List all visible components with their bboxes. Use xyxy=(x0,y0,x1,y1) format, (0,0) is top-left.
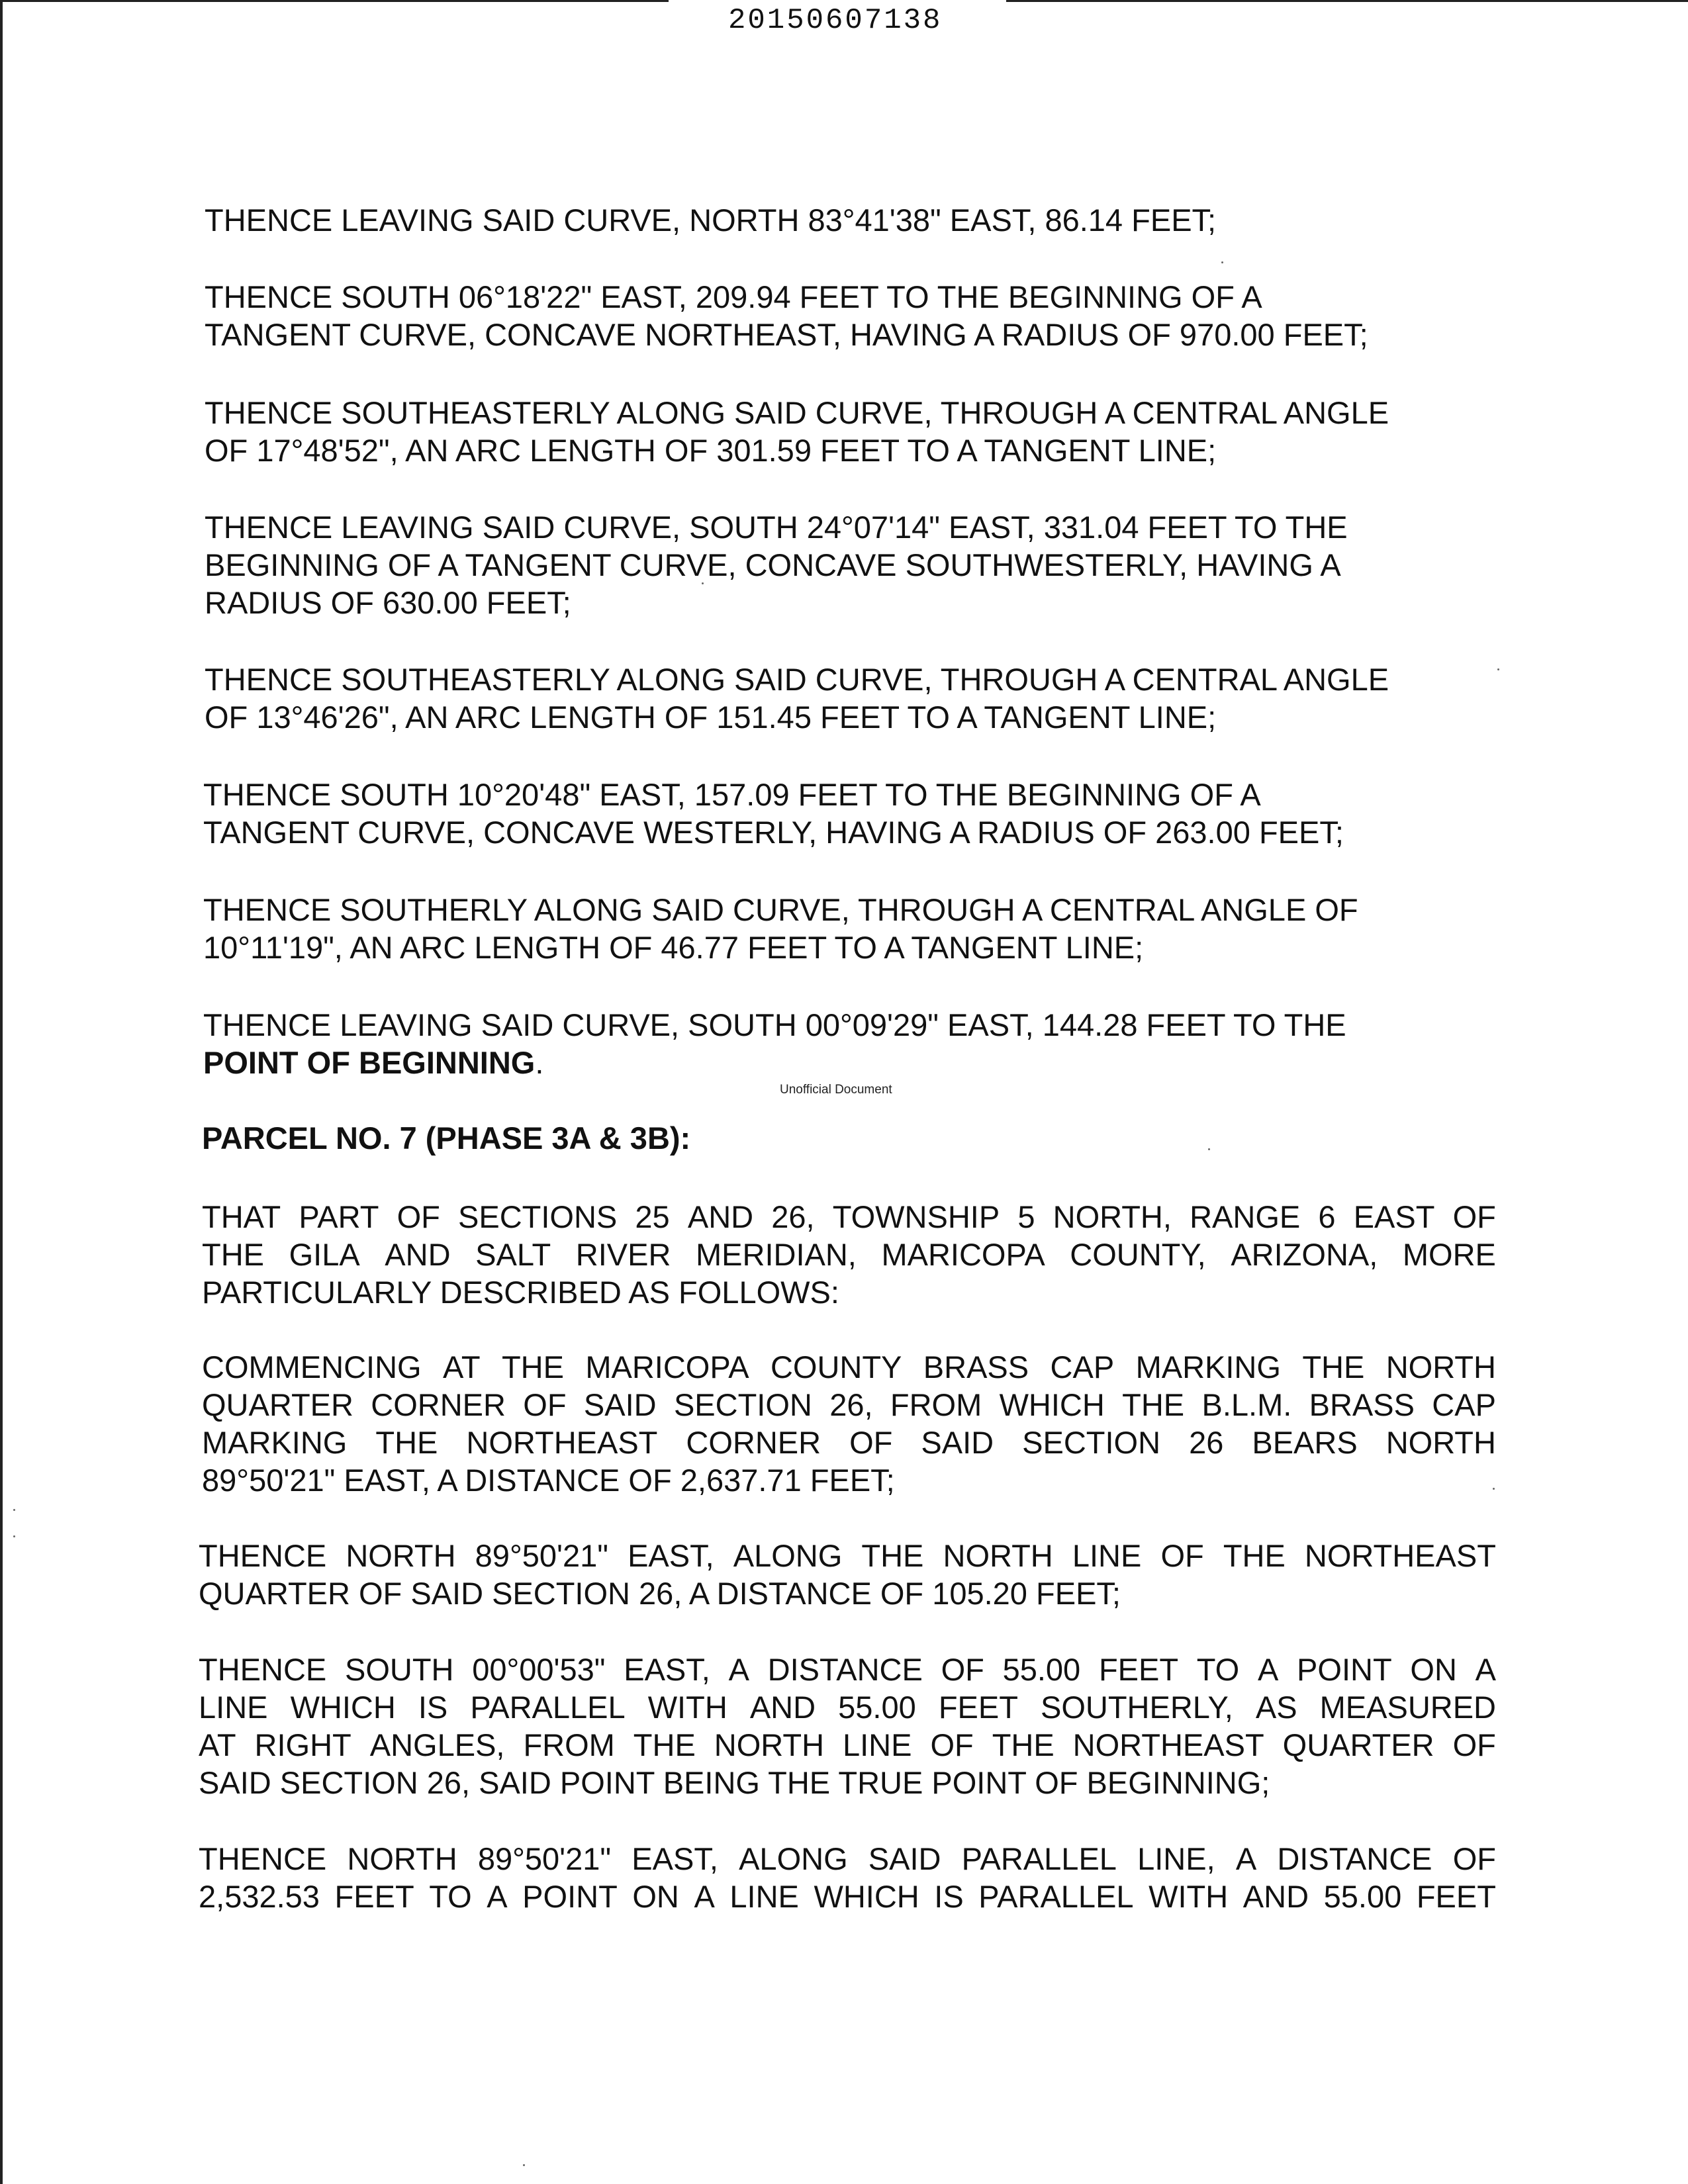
paragraph-line xyxy=(202,1236,1496,1273)
word: RANGE xyxy=(1190,1199,1301,1234)
word: WHICH xyxy=(999,1387,1105,1422)
word: 55.00 xyxy=(1323,1879,1402,1914)
word: EAST, xyxy=(632,1841,718,1876)
word: QUARTER xyxy=(1282,1727,1434,1762)
word: FEET xyxy=(938,1690,1018,1725)
word: THE xyxy=(375,1425,438,1460)
word: NORTH xyxy=(714,1727,825,1762)
word: NORTH, xyxy=(1053,1199,1172,1234)
word: 25 xyxy=(635,1199,670,1234)
paragraph-7 xyxy=(203,891,1358,966)
word: LINE, xyxy=(1137,1841,1215,1876)
word: LINE xyxy=(729,1879,799,1914)
word: AT xyxy=(442,1349,481,1385)
word: BRASS xyxy=(923,1349,1029,1385)
word: MARKING xyxy=(202,1425,348,1460)
word: 26, xyxy=(829,1387,873,1422)
scan-speck xyxy=(13,1509,15,1511)
paragraph-last-line: QUARTER OF SAID SECTION 26, A DISTANCE OF 105.20 FEET; xyxy=(199,1576,1121,1611)
point-of-beginning-bold: POINT OF BEGINNING xyxy=(203,1045,536,1080)
word: SAID xyxy=(583,1387,657,1422)
word: WHICH xyxy=(814,1879,919,1914)
paragraph-4 xyxy=(205,508,1348,621)
word: PARALLEL xyxy=(978,1879,1134,1914)
word: 26 xyxy=(1189,1425,1224,1460)
parcel-description-paragraph xyxy=(202,1198,1496,1311)
word: COUNTY, xyxy=(1070,1237,1206,1272)
word: AND xyxy=(687,1199,754,1234)
word: THE xyxy=(1122,1387,1185,1422)
paragraph-line xyxy=(199,1651,1496,1688)
word: THE xyxy=(861,1538,924,1573)
paragraph-1 xyxy=(205,201,1216,239)
paragraph-line: THENCE SOUTH 10°20'48" EAST, 157.09 FEET TO THE BEGINNING OF A xyxy=(203,777,1261,812)
paragraph-3 xyxy=(205,394,1389,469)
word: RIGHT xyxy=(254,1727,352,1762)
word: SALT xyxy=(475,1237,551,1272)
true-pob-paragraph xyxy=(199,1651,1496,1801)
paragraph-line xyxy=(202,1386,1496,1424)
word: 55.00 xyxy=(1002,1652,1081,1687)
paragraph-line xyxy=(202,1424,1496,1461)
word: THENCE xyxy=(199,1652,327,1687)
word: POINT xyxy=(522,1879,618,1914)
word: NORTHEAST xyxy=(466,1425,658,1460)
paragraph-line xyxy=(199,1688,1496,1726)
word: THAT xyxy=(202,1199,281,1234)
word: OF xyxy=(1160,1538,1204,1573)
word: 55.00 xyxy=(838,1690,916,1725)
commencing-paragraph xyxy=(202,1348,1496,1499)
word: COMMENCING xyxy=(202,1349,422,1385)
line-tail: . xyxy=(535,1045,544,1080)
word: OF xyxy=(1452,1841,1496,1876)
word: 6 xyxy=(1318,1199,1336,1234)
paragraph-6 xyxy=(203,776,1344,851)
word: AND xyxy=(1243,1879,1309,1914)
word: TOWNSHIP xyxy=(832,1199,1000,1234)
word: A xyxy=(487,1879,508,1914)
paragraph-line: THENCE LEAVING SAID CURVE, SOUTH 24°07'14" EAST, 331.04 FEET TO THE xyxy=(205,510,1348,545)
scan-speck xyxy=(1497,668,1499,670)
north-line-paragraph xyxy=(199,1537,1496,1612)
word: POINT xyxy=(1297,1652,1392,1687)
word: LINE xyxy=(1072,1538,1142,1573)
word: SECTIONS xyxy=(458,1199,618,1234)
word: OF xyxy=(397,1199,440,1234)
word: THE xyxy=(992,1727,1055,1762)
word: MEASURED xyxy=(1319,1690,1496,1725)
word: THE xyxy=(1223,1538,1286,1573)
word: PARALLEL xyxy=(961,1841,1117,1876)
word: WHICH xyxy=(290,1690,396,1725)
word: EAST, xyxy=(624,1652,710,1687)
word: THENCE xyxy=(199,1538,327,1573)
word: 89°50'21" xyxy=(477,1841,612,1876)
word: SECTION xyxy=(1022,1425,1161,1460)
word: EAST xyxy=(1353,1199,1435,1234)
word: NORTHEAST xyxy=(1304,1538,1496,1573)
word: RIVER xyxy=(575,1237,671,1272)
word: AS xyxy=(1255,1690,1297,1725)
paragraph-line: THENCE SOUTHERLY ALONG SAID CURVE, THROUGH A CENTRAL ANGLE OF xyxy=(203,892,1358,927)
word: DISTANCE xyxy=(1277,1841,1432,1876)
word: OF xyxy=(941,1652,984,1687)
word: THE xyxy=(633,1727,696,1762)
word: SOUTHERLY, xyxy=(1041,1690,1233,1725)
word: ALONG xyxy=(739,1841,848,1876)
word: BRASS xyxy=(1309,1387,1415,1422)
scan-speck xyxy=(13,1535,15,1537)
word: ON xyxy=(1410,1652,1457,1687)
word: LINE xyxy=(842,1727,912,1762)
word: A xyxy=(1235,1841,1257,1876)
word: SAID xyxy=(868,1841,941,1876)
word: MARKING xyxy=(1135,1349,1281,1385)
paragraph-line xyxy=(202,1348,1496,1386)
word: B.L.M. xyxy=(1201,1387,1292,1422)
scan-speck xyxy=(523,2164,525,2166)
word: NORTH xyxy=(347,1841,457,1876)
word: DISTANCE xyxy=(767,1652,923,1687)
word: CAP xyxy=(1432,1387,1496,1422)
word: FEET xyxy=(1416,1879,1496,1914)
paragraph-line xyxy=(202,1198,1496,1236)
word: EAST, xyxy=(628,1538,714,1573)
word: SAID xyxy=(921,1425,994,1460)
unofficial-watermark: Unofficial Document xyxy=(780,1083,892,1097)
word: AND xyxy=(385,1237,451,1272)
word: NORTHEAST xyxy=(1072,1727,1264,1762)
word: NORTH xyxy=(943,1538,1053,1573)
paragraph-line: THENCE SOUTHEASTERLY ALONG SAID CURVE, THROUGH A CENTRAL ANGLE xyxy=(205,662,1389,697)
word: THE xyxy=(1302,1349,1365,1385)
paragraph-5 xyxy=(205,660,1389,736)
word: OF xyxy=(849,1425,893,1460)
word: LINE xyxy=(199,1690,268,1725)
word: ON xyxy=(632,1879,679,1914)
word: PART xyxy=(299,1199,379,1234)
paragraph-last-line: 89°50'21" EAST, A DISTANCE OF 2,637.71 FEET; xyxy=(202,1463,895,1498)
word: OF xyxy=(1452,1727,1496,1762)
word: 26, xyxy=(771,1199,815,1234)
word: ALONG xyxy=(733,1538,843,1573)
word: MERIDIAN, xyxy=(696,1237,857,1272)
word: FEET xyxy=(334,1879,414,1914)
paragraph-point-of-beginning xyxy=(203,1006,1346,1081)
paragraph-line xyxy=(203,1044,1346,1081)
paragraph-2 xyxy=(205,278,1368,353)
word: ANGLES, xyxy=(369,1727,505,1762)
word: ARIZONA, xyxy=(1231,1237,1378,1272)
word: AND xyxy=(749,1690,816,1725)
word: IS xyxy=(934,1879,964,1914)
paragraph-line xyxy=(199,1726,1496,1764)
word: SOUTH xyxy=(344,1652,454,1687)
word: PARALLEL xyxy=(470,1690,626,1725)
paragraph-line: OF 13°46'26", AN ARC LENGTH OF 151.45 FEET TO A TANGENT LINE; xyxy=(205,700,1217,735)
word: OF xyxy=(523,1387,567,1422)
word: QUARTER xyxy=(202,1387,353,1422)
word: 2,532.53 xyxy=(199,1879,320,1914)
word: FROM xyxy=(523,1727,615,1762)
paragraph-line: TANGENT CURVE, CONCAVE NORTHEAST, HAVING A RADIUS OF 970.00 FEET; xyxy=(205,317,1368,352)
paragraph-line xyxy=(199,1537,1496,1574)
word: WITH xyxy=(647,1690,727,1725)
paragraph-line: TANGENT CURVE, CONCAVE WESTERLY, HAVING A RADIUS OF 263.00 FEET; xyxy=(203,815,1344,850)
scan-top-rule-left xyxy=(0,0,669,2)
scan-left-border xyxy=(0,0,3,2184)
scan-top-rule-right xyxy=(1006,0,1688,2)
word: BEARS xyxy=(1252,1425,1358,1460)
word: FEET xyxy=(1098,1652,1179,1687)
word: CAP xyxy=(1050,1349,1115,1385)
paragraph-line: OF 17°48'52", AN ARC LENGTH OF 301.59 FEET TO A TANGENT LINE; xyxy=(205,433,1217,468)
scan-speck xyxy=(1221,261,1223,263)
word: NORTH xyxy=(346,1538,456,1573)
paragraph-line: THENCE SOUTHEASTERLY ALONG SAID CURVE, THROUGH A CENTRAL ANGLE xyxy=(205,395,1389,430)
word: THE xyxy=(202,1237,264,1272)
word: OF xyxy=(1452,1199,1496,1234)
document-number: 20150607138 xyxy=(728,4,943,37)
parcel-heading: PARCEL NO. 7 (PHASE 3A & 3B): xyxy=(202,1120,691,1156)
word: SECTION xyxy=(673,1387,812,1422)
word: CORNER xyxy=(686,1425,821,1460)
word: 5 xyxy=(1017,1199,1035,1234)
paragraph-line: THENCE LEAVING SAID CURVE, NORTH 83°41'38" EAST, 86.14 FEET; xyxy=(205,203,1217,238)
paragraph-line: THENCE LEAVING SAID CURVE, SOUTH 00°09'29" EAST, 144.28 FEET TO THE xyxy=(203,1007,1346,1042)
word: MARICOPA xyxy=(585,1349,749,1385)
word: THENCE xyxy=(199,1841,327,1876)
paragraph-line xyxy=(199,1878,1496,1915)
word: 00°00'53" xyxy=(472,1652,606,1687)
paragraph-last-line: PARTICULARLY DESCRIBED AS FOLLOWS: xyxy=(202,1275,839,1310)
word: A xyxy=(1475,1652,1496,1687)
word: 89°50'21" xyxy=(475,1538,608,1573)
parallel-line-paragraph xyxy=(199,1840,1496,1915)
word: MARICOPA xyxy=(881,1237,1045,1272)
scan-speck xyxy=(702,582,704,584)
word: A xyxy=(1257,1652,1279,1687)
word: TO xyxy=(429,1879,472,1914)
paragraph-line xyxy=(199,1840,1496,1878)
paragraph-line: THENCE SOUTH 06°18'22" EAST, 209.94 FEET TO THE BEGINNING OF A xyxy=(205,279,1262,314)
word: MORE xyxy=(1402,1237,1496,1272)
paragraph-line: 10°11'19", AN ARC LENGTH OF 46.77 FEET TO A TANGENT LINE; xyxy=(203,930,1144,965)
scan-speck xyxy=(1208,1148,1210,1150)
word: CORNER xyxy=(371,1387,506,1422)
word: AT xyxy=(199,1727,236,1762)
word: GILA xyxy=(289,1237,360,1272)
word: A xyxy=(728,1652,749,1687)
word: TO xyxy=(1196,1652,1240,1687)
word: COUNTY xyxy=(770,1349,902,1385)
word: NORTH xyxy=(1385,1349,1496,1385)
paragraph-line: BEGINNING OF A TANGENT CURVE, CONCAVE SOUTHWESTERLY, HAVING A xyxy=(205,547,1341,582)
word: A xyxy=(694,1879,715,1914)
paragraph-last-line: SAID SECTION 26, SAID POINT BEING THE TRUE POINT OF BEGINNING; xyxy=(199,1765,1270,1800)
word: WITH xyxy=(1149,1879,1229,1914)
paragraph-line: RADIUS OF 630.00 FEET; xyxy=(205,585,571,620)
word: IS xyxy=(418,1690,448,1725)
scan-speck xyxy=(1493,1488,1495,1490)
word: FROM xyxy=(890,1387,982,1422)
word: THE xyxy=(501,1349,564,1385)
word: OF xyxy=(930,1727,974,1762)
word: NORTH xyxy=(1385,1425,1496,1460)
